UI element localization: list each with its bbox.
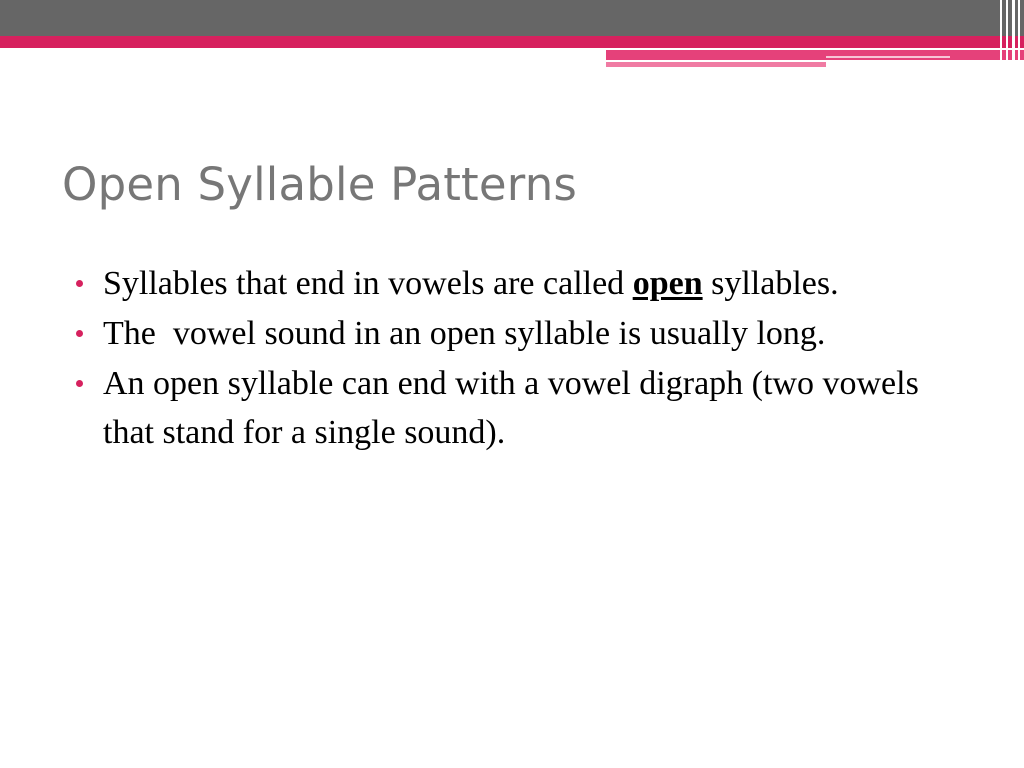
header-accent-stripe-thin [606, 62, 826, 67]
header-accent-line [826, 56, 950, 58]
bullet-dot-icon [76, 380, 83, 387]
bullet-text: An open syllable can end with a vowel digraph (two vowels that stand for a single sound). [103, 365, 919, 451]
bullet-dot-icon [76, 330, 83, 337]
header-bar [0, 0, 1024, 36]
header-decorative-lines [996, 0, 1024, 70]
bullet-item [74, 259, 954, 308]
bullet-emphasis: open [632, 265, 703, 302]
bullet-dot-icon [76, 280, 83, 287]
bullet-text: The vowel sound in an open syllable is usually long. [103, 315, 826, 352]
header-accent-stripe [606, 50, 1024, 60]
bullet-list [74, 259, 954, 458]
slide-title: Open Syllable Patterns [62, 158, 578, 211]
bullet-text: Syllables that end in vowels are called [103, 265, 633, 302]
bullet-item [74, 309, 954, 358]
bullet-text-after: syllables. [702, 265, 839, 302]
bullet-item [74, 359, 954, 457]
header-accent-band [0, 36, 1024, 48]
